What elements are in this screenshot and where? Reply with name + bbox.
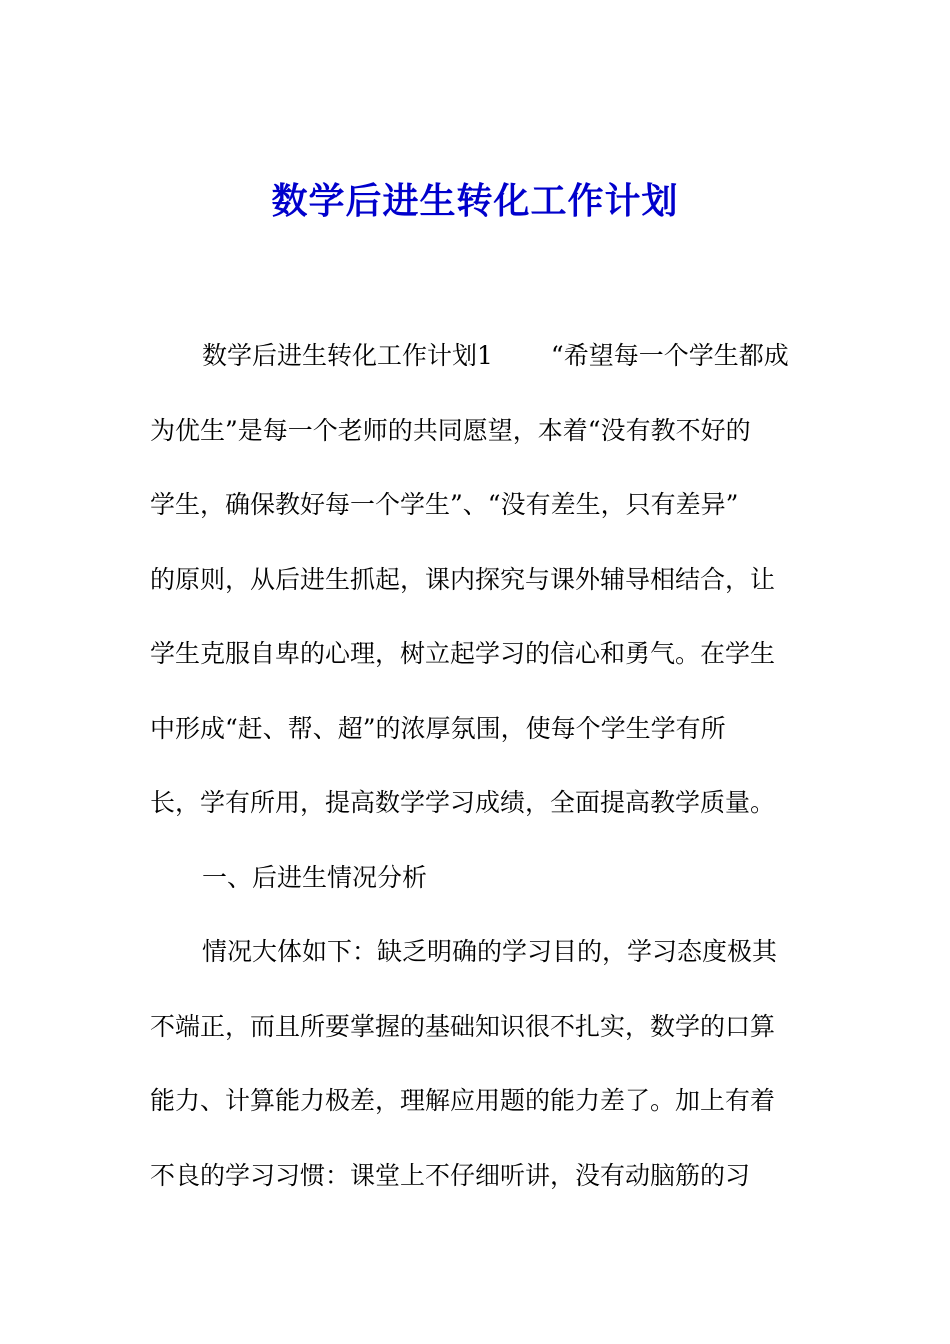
- paragraph-2-line-1: 情况大体如下：缺乏明确的学习目的，学习态度极其: [202, 937, 778, 966]
- paragraph-1-line-4: 的原则，从后进生抓起，课内探究与课外辅导相结合，让: [150, 564, 776, 594]
- paragraph-1-line-1: [150, 319, 810, 394]
- section-1-heading: 一、后进生情况分析: [202, 862, 428, 892]
- paragraph-1-line-1-rest: “希望每一个学生都成: [550, 341, 789, 370]
- paragraph-2-line-2: 不端正，而且所要掌握的基础知识很不扎实，数学的口算: [150, 1011, 776, 1041]
- paragraph-2-line-4: 不良的学习习惯：课堂上不仔细听讲，没有动脑筋的习: [150, 1160, 751, 1190]
- document-body: [150, 319, 810, 1213]
- paragraph-2-line-3: 能力、计算能力极差，理解应用题的能力差了。加上有着: [150, 1086, 776, 1115]
- paragraph-1-heading: 数学后进生转化工作计划1: [202, 341, 493, 370]
- document-title: 数学后进生转化工作计划: [271, 181, 679, 222]
- paragraph-1-line-7: 长，学有所用，提高数学学习成绩，全面提高教学质量。: [150, 788, 776, 817]
- paragraph-1-line-3: 学生，确保教好每一个学生”、“没有差生，只有差异”: [150, 490, 739, 519]
- paragraph-1-line-5: 学生克服自卑的心理，树立起学习的信心和勇气。在学生: [150, 639, 776, 668]
- paragraph-1-line-2: 为优生”是每一个老师的共同愿望，本着“没有教不好的: [150, 415, 751, 445]
- paragraph-1-line-6: 中形成“赶、帮、超”的浓厚氛围，使每个学生学有所: [150, 713, 726, 743]
